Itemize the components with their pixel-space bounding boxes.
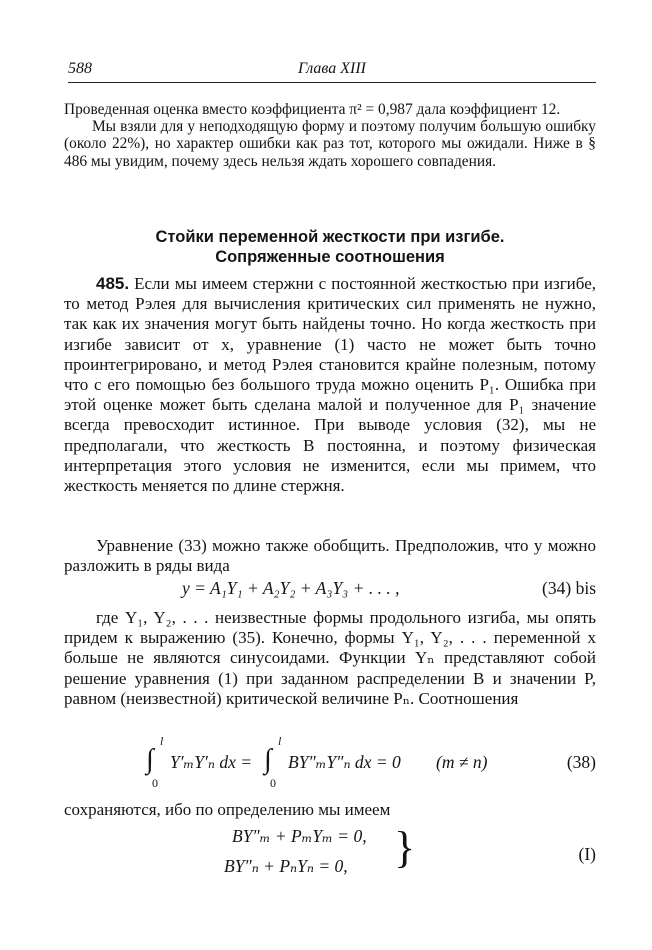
- equation-I-line-2: BY″ₙ + PₙYₙ = 0,: [224, 856, 348, 876]
- paragraph-485: [64, 274, 596, 496]
- equation-34-label: (34) bis: [542, 578, 596, 598]
- integral-sign-2: ∫: [264, 744, 272, 775]
- integral-sign-1: ∫: [146, 744, 154, 775]
- equation-I-label: (I): [578, 844, 596, 864]
- section-title-line-1: Стойки переменной жесткости при изгибе.: [155, 228, 505, 246]
- paragraph-after-38: [64, 800, 596, 820]
- paragraph-485-text: Если мы имеем стержни с постоянной жесткостью при изгибе, то метод Рэлея для вычисления критических сил применять не нужно, так как их значения могут быть найдены точно. Но когда жесткость при изгибе зависит от x, уравнение (1) часто не может быть точно проинтегрировано, и метод Рэлея становится крайне полезным, потому что с его помощью без большого труда можно оценить P₁. Ошибка при этой оценке может быть сделана малой и полученное для P₁ значение всегда превосходит истинное. При выводе условия (32), мы не предполагали, что жесткость B постоянна, и поэтому физическая интерпретация этого условия не изменится, если мы примем, что жесткость меняется по длине стержня.: [64, 274, 596, 496]
- equation-I-line-1: BY″ₘ + PₘYₘ = 0,: [232, 826, 367, 846]
- section-title-line-2: Сопряженные соотношения: [215, 247, 445, 266]
- upper-limit-2: l: [278, 734, 282, 748]
- equation-I-brace: }: [394, 823, 416, 872]
- equation-38-label: (38): [566, 752, 596, 772]
- chapter-title: Глава XIII: [297, 60, 366, 77]
- lower-limit-1: 0: [152, 776, 158, 790]
- equation-38-left: Y′ₘY′ₙ dx =: [170, 752, 253, 772]
- equation-34: [64, 578, 596, 602]
- lower-limit-2: 0: [270, 776, 276, 790]
- equation-38: [64, 734, 596, 790]
- equation-38-right: BY″ₘY″ₙ dx = 0: [288, 752, 401, 772]
- header-rule: [68, 82, 596, 83]
- page-header: [68, 58, 596, 82]
- page-number: 588: [68, 60, 92, 77]
- paragraph-after-34-text: где Y₁, Y₂, . . . неизвестные формы продольного изгиба, мы опять придем к выражению (35). Конечно, формы Y₁, Y₂, . . . переменной x больше не являются синусоидами. Функции Yₙ представляют собой решение уравнения (1) при заданном распределении B и значении P, равном (неизвестной) критической величине Pₙ. Соотношения: [64, 608, 596, 708]
- paragraph-after-34: [64, 608, 596, 709]
- intro-paragraph-1: Проведенная оценка вместо коэффициента π² = 0,987 дала коэффициент 12.: [64, 101, 561, 118]
- paragraph-after-38-text: сохраняются, ибо по определению мы имеем: [64, 800, 391, 819]
- paragraph-eq33-text: Уравнение (33) можно также обобщить. Предположив, что y можно разложить в ряды вида: [64, 536, 596, 576]
- equation-38-condition: (m ≠ n): [436, 752, 488, 772]
- paragraph-eq33: [64, 536, 596, 576]
- section-title: [64, 228, 596, 267]
- equation-34-formula: y = A₁Y₁ + A₂Y₂ + A₃Y₃ + . . . ,: [182, 578, 400, 598]
- intro-paragraph-2: Мы взяли для y неподходящую форму и поэтому получим большую ошибку (около 22%), но характер ошибки как раз тот, которого мы ожидали. Ниже в § 486 мы увидим, почему здесь нельзя ждать хорошего совпадения.: [64, 118, 596, 170]
- intro-block: [64, 101, 596, 170]
- paragraph-number: 485.: [96, 274, 130, 293]
- upper-limit-1: l: [160, 734, 164, 748]
- equation-I: [64, 822, 596, 886]
